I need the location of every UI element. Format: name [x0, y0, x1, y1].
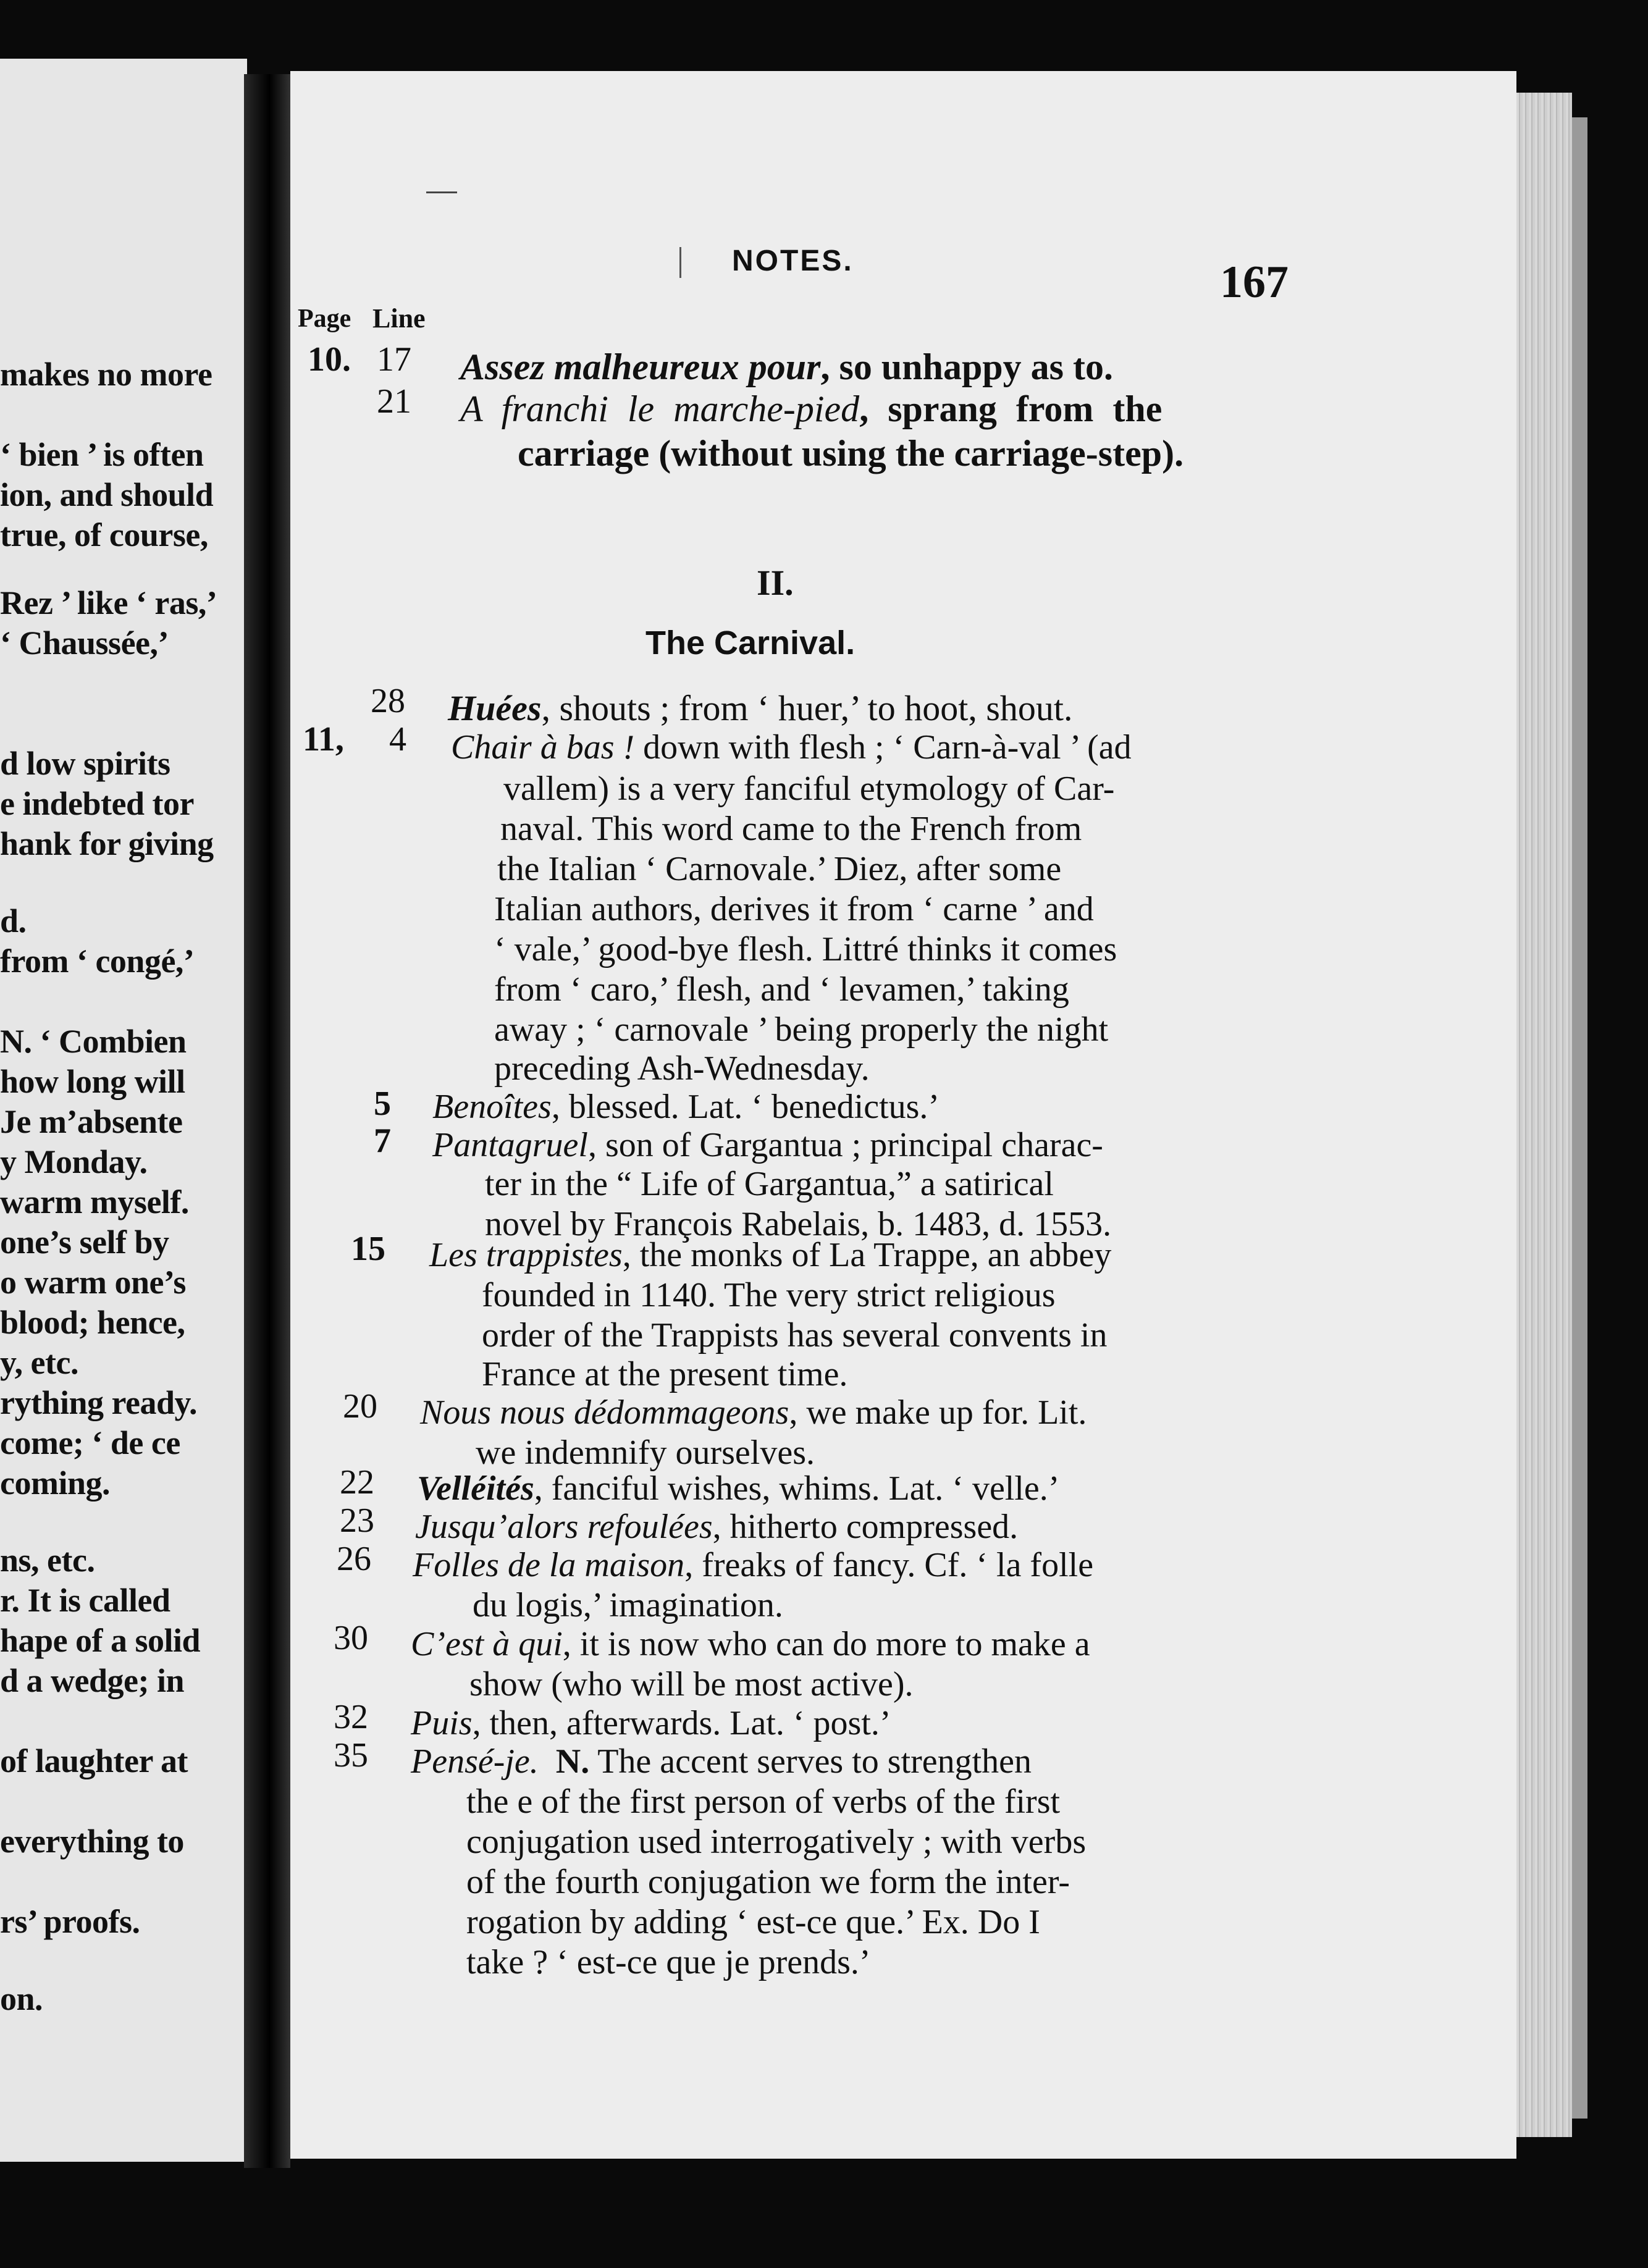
left-page-line: come; ‘ de ce — [0, 1424, 180, 1461]
left-page-line: o warm one’s — [0, 1264, 186, 1301]
note-term: Jusqu’alors refoulées — [415, 1508, 713, 1546]
note-line: 20 — [343, 1387, 377, 1426]
left-page-line: hape of a solid — [0, 1622, 201, 1659]
left-page-line: d. — [0, 902, 27, 939]
book-spine — [244, 74, 290, 2168]
note-term: Folles de la maison — [413, 1546, 685, 1584]
note-term: Nous nous dédommageons — [420, 1393, 789, 1432]
note-gloss: , fanciful wishes, whims. Lat. ‘ velle.’ — [534, 1469, 1060, 1508]
note-line: 26 — [337, 1540, 371, 1578]
print-mark — [679, 247, 681, 278]
note-gloss: , blessed. Lat. ‘ benedictus.’ — [551, 1088, 940, 1126]
note-line: 22 — [340, 1463, 374, 1502]
note-gloss: , freaks of fancy. Cf. ‘ la folle — [684, 1546, 1094, 1584]
note-gloss: , sprang from the — [859, 388, 1162, 429]
left-page-line: of laughter at — [0, 1742, 188, 1779]
left-page-line: how long will — [0, 1063, 185, 1100]
note-term: Chair à bas ! — [451, 728, 635, 766]
column-head-line: Line — [372, 303, 426, 334]
section-number: II. — [757, 563, 794, 603]
page-edges — [1516, 93, 1572, 2137]
note-term: Huées — [448, 688, 542, 728]
note-continuation: we indemnify ourselves. — [476, 1434, 815, 1472]
note-line: 5 — [374, 1085, 391, 1123]
note-continuation: ‘ vale,’ good-bye flesh. Littré thinks it comes — [494, 930, 1117, 968]
note-continuation: carriage (without using the carriage-step). — [518, 433, 1184, 474]
left-page-line: rs’ proofs. — [0, 1903, 140, 1940]
section-title: The Carnival. — [645, 624, 856, 662]
left-page-line: from ‘ congé,’ — [0, 943, 195, 980]
note-term: Pensé-je. — [411, 1742, 539, 1781]
note-gloss: , it is now who can do more to make a — [562, 1625, 1090, 1663]
page-number: 167 — [1220, 257, 1289, 308]
note-line: 17 — [377, 340, 411, 379]
left-page-line: y Monday. — [0, 1143, 148, 1180]
note-continuation: Italian authors, derives it from ‘ carne ’ and — [494, 890, 1094, 928]
note-continuation: conjugation used interrogatively ; with verbs — [466, 1823, 1087, 1861]
left-page-line: Rez ’ like ‘ ras,’ — [0, 584, 217, 621]
note-gloss: , so unhappy as to. — [820, 346, 1114, 387]
note-entry — [411, 1624, 1090, 1664]
note-entry — [420, 1393, 1087, 1432]
left-page-line: everything to — [0, 1823, 184, 1860]
note-continuation: take ? ‘ est-ce que je prends.’ — [466, 1943, 871, 1981]
left-page-line: hank for giving — [0, 825, 214, 862]
left-page-line: makes no more — [0, 356, 212, 393]
note-gloss: The accent serves to strengthen — [589, 1742, 1032, 1781]
note-page: 10. — [308, 340, 351, 379]
note-entry — [451, 728, 1132, 767]
note-gloss: , then, afterwards. Lat. ‘ post.’ — [472, 1704, 891, 1742]
column-head-page: Page — [298, 304, 351, 333]
note-term: Assez malheureux pour — [460, 346, 821, 387]
running-head-title: NOTES. — [732, 245, 854, 277]
note-gloss: down with flesh ; ‘ Carn-à-val ’ (ad — [634, 728, 1132, 766]
note-continuation: the e of the first person of verbs of the first — [466, 1783, 1061, 1821]
left-page-line: on. — [0, 1980, 43, 2017]
note-continuation: ter in the “ Life of Gargantua,” a satirical — [485, 1165, 1054, 1203]
left-page-line: blood; hence, — [0, 1304, 185, 1341]
note-line: 35 — [334, 1736, 368, 1774]
note-gloss: , we make up for. Lit. — [789, 1393, 1087, 1432]
note-term: Benoîtes — [432, 1088, 552, 1126]
note-line: 15 — [351, 1230, 385, 1268]
note-continuation: naval. This word came to the French from — [500, 810, 1082, 848]
note-continuation: vallem) is a very fanciful etymology of Car- — [503, 770, 1115, 808]
left-page-line: one’s self by — [0, 1224, 169, 1261]
note-line: 4 — [389, 720, 406, 758]
note-entry — [417, 1469, 1059, 1508]
note-gloss: , hitherto compressed. — [712, 1508, 1019, 1546]
note-line: 32 — [334, 1698, 368, 1736]
note-continuation: rogation by adding ‘ est-ce que.’ Ex. Do I — [466, 1903, 1040, 1941]
note-continuation: the Italian ‘ Carnovale.’ Diez, after some — [497, 850, 1062, 888]
note-entry — [415, 1507, 1018, 1547]
note-continuation: order of the Trappists has several convents in — [482, 1316, 1108, 1354]
left-page-line: d low spirits — [0, 745, 170, 782]
note-line: 23 — [340, 1502, 374, 1540]
note-term: Pantagruel — [432, 1126, 588, 1164]
note-entry — [460, 388, 1162, 430]
left-page-line: y, etc. — [0, 1344, 78, 1381]
note-entry — [411, 1742, 1032, 1781]
note-continuation: of the fourth conjugation we form the inter- — [466, 1863, 1070, 1901]
left-page-line: N. ‘ Combien — [0, 1023, 187, 1060]
note-term: C’est à qui — [411, 1625, 563, 1663]
note-gloss: , shouts ; from ‘ huer,’ to hoot, shout. — [541, 688, 1073, 728]
note-term: A franchi le marche-pied — [460, 388, 860, 429]
note-entry — [413, 1545, 1093, 1585]
note-gloss: , the monks of La Trappe, an abbey — [622, 1236, 1112, 1274]
note-continuation: novel by François Rabelais, b. 1483, d. 1553. — [485, 1205, 1112, 1243]
left-page-line: Je m’absente — [0, 1103, 183, 1140]
note-page: 11, — [303, 720, 344, 758]
note-term: Puis — [411, 1704, 473, 1742]
note-entry — [429, 1235, 1111, 1275]
left-page-line: d a wedge; in — [0, 1662, 185, 1699]
page-edges-shadow — [1572, 117, 1587, 2119]
note-line: 30 — [334, 1619, 368, 1657]
print-mark — [426, 191, 457, 193]
note-entry — [411, 1703, 891, 1743]
left-page-line: r. It is called — [0, 1582, 170, 1619]
note-continuation: from ‘ caro,’ flesh, and ‘ levamen,’ taking — [494, 970, 1069, 1009]
note-line: 28 — [371, 682, 405, 720]
note-entry — [460, 346, 1113, 388]
note-term: Les trappistes — [429, 1236, 623, 1274]
left-page-line: ‘ bien ’ is often — [0, 436, 204, 473]
left-page-line: ns, etc. — [0, 1542, 95, 1579]
note-continuation: France at the present time. — [482, 1355, 848, 1393]
note-continuation: show (who will be most active). — [469, 1665, 914, 1703]
left-page-line: rything ready. — [0, 1384, 198, 1421]
note-line: 7 — [374, 1122, 391, 1160]
left-page-line: coming. — [0, 1464, 110, 1502]
note-continuation: away ; ‘ carnovale ’ being properly the night — [494, 1010, 1109, 1049]
note-continuation: du logis,’ imagination. — [473, 1586, 783, 1624]
note-line: 21 — [377, 382, 411, 421]
note-entry — [432, 1087, 940, 1127]
note-gloss: , son of Gargantua ; principal charac- — [587, 1126, 1103, 1164]
left-page-line: e indebted tor — [0, 785, 194, 822]
note-continuation: founded in 1140. The very strict religious — [482, 1276, 1056, 1314]
left-page-line: ‘ Chaussée,’ — [0, 624, 169, 662]
note-term: Velléités — [417, 1469, 534, 1508]
note-continuation: preceding Ash-Wednesday. — [494, 1049, 870, 1088]
note-marker: N. — [555, 1742, 590, 1781]
note-entry — [448, 687, 1073, 729]
note-entry — [432, 1125, 1103, 1165]
left-page-line: true, of course, — [0, 516, 208, 553]
left-page-line: ion, and should — [0, 476, 214, 513]
left-page-line: warm myself. — [0, 1183, 189, 1220]
